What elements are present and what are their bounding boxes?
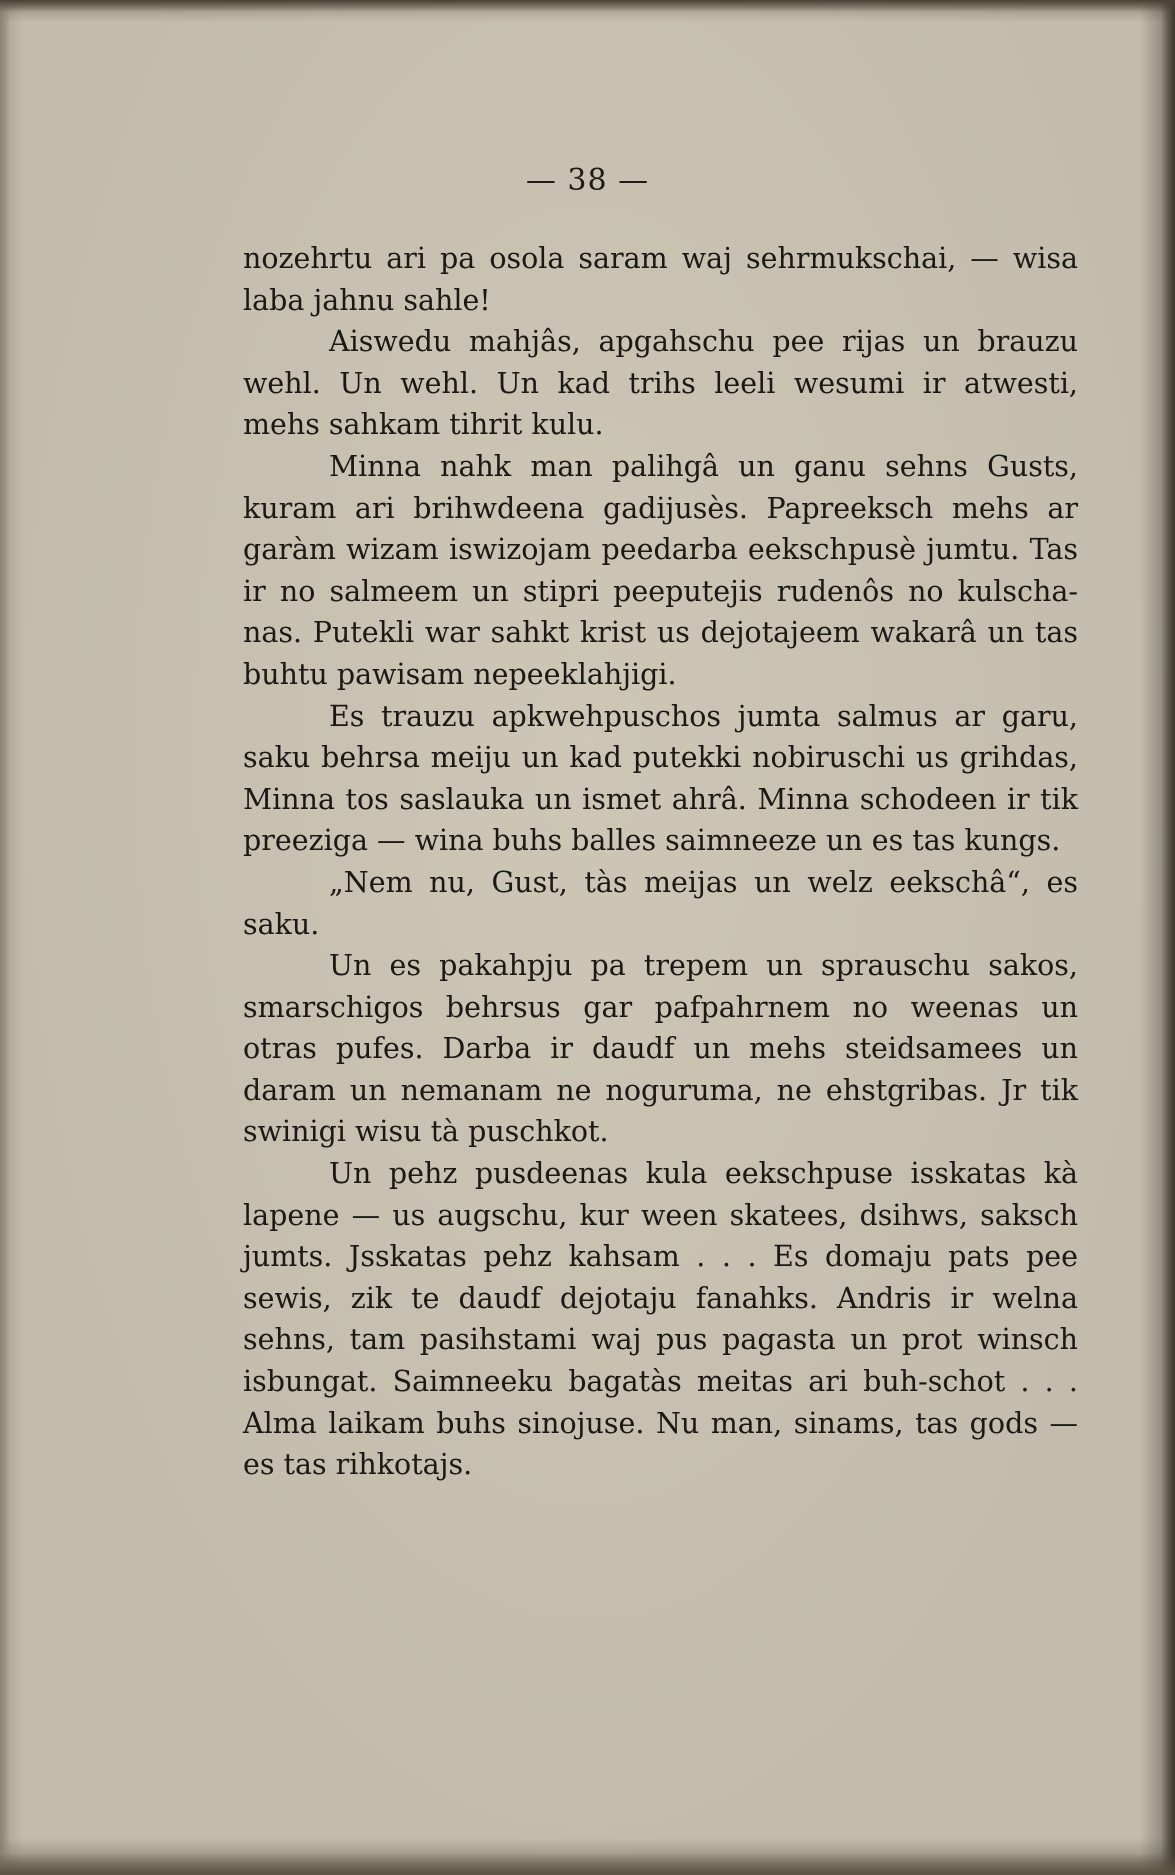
paragraph: Un es pakahpju pa trepem un sprauschu sakos, smarschigos behrsus gar pafpahrnem no weenas un otras pufes. Darba ir daudf un mehs steidsamees un daram un nemanam ne noguruma, ne ehstgribas. Jr tik swinigi wisu tà puschkot. [243,949,1078,1149]
body-text [243,238,1078,1486]
paragraph: Aiswedu mahjâs, apgahschu pee rijas un brauzu wehl. Un wehl. Un kad trihs leeli wesumi ir atwesti, mehs sahkam tihrit kulu. [243,325,1078,442]
page-number: — 38 — [525,163,650,198]
paragraph: nozehrtu ari pa osola saram waj sehrmukschai, — wisa laba jahnu sahle! [243,242,1078,317]
page-left-edge-shadow [0,0,10,1875]
page-right-edge-shadow [1161,0,1175,1875]
page-top-edge-shadow [0,0,1175,12]
paragraph: Es trauzu apkwehpuschos jumta salmus ar garu, saku behrsa meiju un kad putekki nobiruschi us grihdas, Minna tos saslauka un ismet ahrâ. Minna schodeen ir tik preezigа — wina buhs balles saimneeze un es tas kungs. [243,699,1078,858]
paragraph: Un pehz pusdeenas kula eekschpuse isskatas kà lapene — us augschu, kur ween skatees, dsihws, saksch jumts. Jsskatas pehz kahsam . . . Es domaju pats pee sewis, zik te daudf dejotaju fanahks. Andris ir welna sehns, tam pasihstami waj pus pagasta un prot winsch isbungat. Saimneeku bagatàs meitas ari buh-schot . . . Alma laikam buhs sinojuse. Nu man, sinams, tas gods — es tas rihkotajs. [243,1157,1078,1482]
paragraph: Minna nahk man palihgâ un ganu sehns Gusts, kuram ari brihwdeena gadijusès. Papreeksch mehs ar garàm wizam iswizojam peedarba eekschpusè jumtu. Tas ir no salmeem un stipri peeputejis rudenôs no kulscha-nas. Putekli war sahkt krist us dejotajeem wakarâ un tas buhtu pawisam nepeeklahjigi. [243,449,1078,691]
paragraph: „Nem nu, Gust, tàs meijas un welz eekschâ“, es saku. [243,865,1078,941]
page-bottom-edge-shadow [0,1853,1175,1875]
